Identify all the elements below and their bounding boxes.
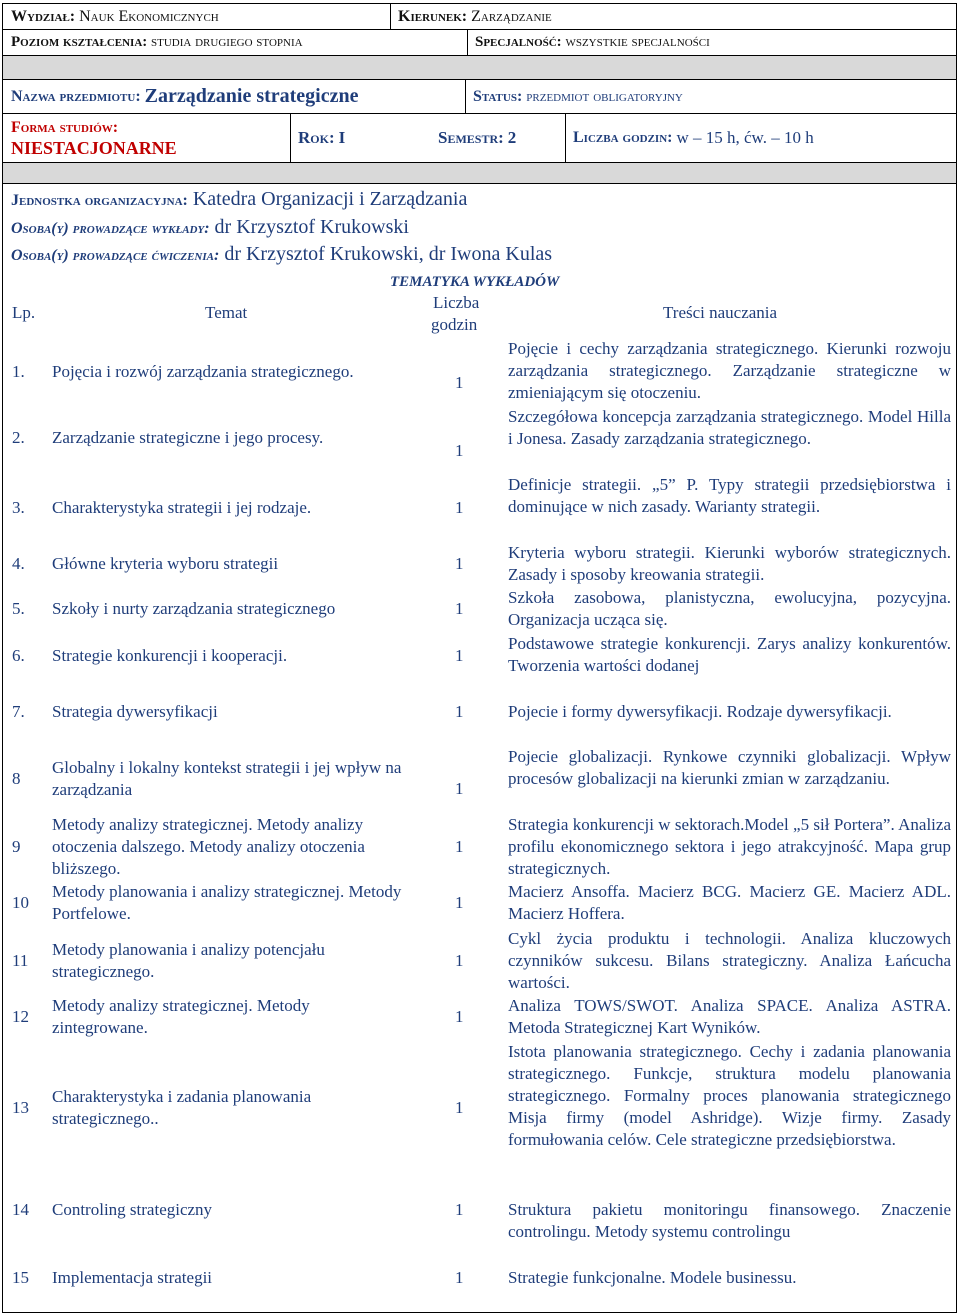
row-3-content: Definicje strategii. „5” P. Typy strategii przedsiębiorstwa i dominujące w nich zasady. Warianty strategii. xyxy=(508,475,951,516)
row-2-content: Szczegółowa koncepcja zarządzania strategicznego. Model Hilla i Jonesa. Zasady zarządzania strategicznego. xyxy=(508,407,951,448)
row-10-hours: 1 xyxy=(455,893,464,912)
row-9-lp: 9 xyxy=(12,837,21,856)
subject-value: Zarządzanie strategiczne xyxy=(144,85,359,107)
row-1-hours: 1 xyxy=(455,373,464,392)
col-lp-header: Lp. xyxy=(12,303,36,322)
row-10-content: Macierz Ansoffa. Macierz BCG. Macierz GE. Macierz ADL. Macierz Hoffera. xyxy=(508,882,951,923)
row-6-topic: Strategie konkurencji i kooperacji. xyxy=(52,646,288,665)
row-8-content: Pojecie globalizacji. Rynkowe czynniki globalizacji. Wpływ procesów globalizacji na kierunki zmian w zarządzaniu. xyxy=(508,747,951,788)
status-value: przedmiot obligatoryjny xyxy=(526,87,683,105)
year-label: Rok: xyxy=(298,128,335,147)
row-10-topic: Metody planowania i analizy strategicznej. Metody Portfelowe. xyxy=(52,882,402,923)
faculty-value: Nauk Ekonomicznych xyxy=(79,7,219,25)
row-3-topic: Charakterystyka strategii i jej rodzaje. xyxy=(52,498,312,517)
row-2-lp: 2. xyxy=(12,428,25,447)
hours-label: Liczba godzin: xyxy=(573,129,673,146)
row-7-hours: 1 xyxy=(455,702,464,721)
field-value: Zarządzanie xyxy=(471,7,552,25)
row-9-content: Strategia konkurencji w sektorach.Model „5 sił Portera”. Analiza profilu ekonomicznego sektora i jego atrakcyjność. Mapa grup strategicznych. xyxy=(508,815,951,878)
row-9-hours: 1 xyxy=(455,837,464,856)
hours-value: w – 15 h, ćw. – 10 h xyxy=(676,128,814,147)
unit-label: Jednostka organizacyjna: xyxy=(11,192,188,209)
row-1-lp: 1. xyxy=(12,362,25,381)
row-15-hours: 1 xyxy=(455,1268,464,1287)
row-8-topic: Globalny i lokalny kontekst strategii i jej wpływ na zarządzania xyxy=(52,758,402,799)
row-11-lp: 11 xyxy=(12,951,29,970)
exercises-value: dr Krzysztof Krukowski, dr Iwona Kulas xyxy=(224,243,553,265)
row-6-content: Podstawowe strategie konkurencji. Zarys analizy konkurentów. Tworzenia wartości dodanej xyxy=(508,634,951,675)
lecturers-value: dr Krzysztof Krukowski xyxy=(214,216,409,238)
study-form-label: Forma studiów: xyxy=(11,119,119,136)
row-13-lp: 13 xyxy=(12,1098,29,1117)
row-5-lp: 5. xyxy=(12,599,25,618)
field-label: Kierunek: xyxy=(398,7,468,25)
row-13-topic: Charakterystyka i zadania planowania strategicznego.. xyxy=(52,1087,312,1128)
lecturers-label: Osoba(y) prowadzące wykłady: xyxy=(11,220,210,237)
study-form-value: NIESTACJONARNE xyxy=(11,138,177,158)
year-value: I xyxy=(338,128,346,147)
row-5-topic: Szkoły i nurty zarządzania strategicznego xyxy=(52,599,336,618)
row-6-hours: 1 xyxy=(455,646,464,665)
row-2-hours: 1 xyxy=(455,441,464,460)
row-4-lp: 4. xyxy=(12,554,25,573)
row-4-content: Kryteria wyboru strategii. Kierunki wyborów strategicznych. Zasady i sposoby kreowania strategii. xyxy=(508,543,951,584)
table-title: TEMATYKA WYKŁADÓW xyxy=(390,274,560,290)
subject-label: Nazwa przedmiotu: xyxy=(11,87,141,105)
status-label: Status: xyxy=(473,87,523,105)
level-label: Poziom kształcenia: xyxy=(11,34,148,50)
exercises-label: Osoba(y) prowadzące ćwiczenia: xyxy=(11,247,220,264)
col-hours-header-2: godzin xyxy=(431,315,478,334)
row-11-hours: 1 xyxy=(455,951,464,970)
row-13-hours: 1 xyxy=(455,1098,464,1117)
row-12-content: Analiza TOWS/SWOT. Analiza SPACE. Analiza ASTRA. Metoda Strategicznej Kart Wyników. xyxy=(508,996,951,1037)
row-5-hours: 1 xyxy=(455,599,464,618)
row-12-lp: 12 xyxy=(12,1007,29,1026)
row-7-lp: 7. xyxy=(12,702,25,721)
semester-label: Semestr: xyxy=(438,128,504,147)
specialty-label: Specjalność: xyxy=(475,34,562,50)
row-14-lp: 14 xyxy=(12,1200,29,1219)
specialty-value: wszystkie specjalności xyxy=(565,34,710,50)
col-content-header: Treści nauczania xyxy=(663,303,778,322)
row-1-topic: Pojęcia i rozwój zarządzania strategicznego. xyxy=(52,362,354,381)
row-8-hours: 1 xyxy=(455,779,464,798)
row-11-content: Cykl życia produktu i technologii. Analiza kluczowych czynników sukcesu. Bilans strategiczny. Analiza Łańcucha wartości. xyxy=(508,929,951,992)
row-6-lp: 6. xyxy=(12,646,25,665)
row-13-content: Istota planowania strategicznego. Cechy i zadania planowania strategicznego. Funkcje, struktura modelu planowania strategicznego. Formalny proces planowania strategicznego Misja firmy (model Ashridge). Wizje firmy. Zasady formułowania celów. Cele strategiczne przedsiębiorstwa. xyxy=(508,1042,951,1149)
level-value: studia drugiego stopnia xyxy=(151,34,303,50)
row-7-content: Pojecie i formy dywersyfikacji. Rodzaje dywersyfikacji. xyxy=(508,702,892,721)
row-12-topic: Metody analizy strategicznej. Metody zintegrowane. xyxy=(52,996,310,1037)
row-8-lp: 8 xyxy=(12,769,21,788)
faculty-label: Wydział: xyxy=(11,7,76,25)
row-3-hours: 1 xyxy=(455,498,464,517)
row-3-lp: 3. xyxy=(12,498,25,517)
row-14-content: Struktura pakietu monitoringu finansowego. Znaczenie controlingu. Metody systemu controlingu xyxy=(508,1200,951,1241)
semester-value: 2 xyxy=(507,128,517,147)
col-hours-header-1: Liczba xyxy=(433,293,480,312)
row-12-hours: 1 xyxy=(455,1007,464,1026)
row-4-hours: 1 xyxy=(455,554,464,573)
row-1-content: Pojęcie i cechy zarządzania strategicznego. Kierunki rozwoju zarządzania strategicznego. Zarządzanie strategiczne w zmieniającym się otoczeniu. xyxy=(508,339,951,402)
row-10-lp: 10 xyxy=(12,893,29,912)
row-15-topic: Implementacja strategii xyxy=(52,1268,213,1287)
row-7-topic: Strategia dywersyfikacji xyxy=(52,702,218,721)
col-topic-header: Temat xyxy=(205,303,248,322)
row-4-topic: Główne kryteria wyboru strategii xyxy=(52,554,279,573)
row-2-topic: Zarządzanie strategiczne i jego procesy. xyxy=(52,428,324,447)
row-14-hours: 1 xyxy=(455,1200,464,1219)
row-5-content: Szkoła zasobowa, planistyczna, ewolucyjna, pozycyjna. Organizacja ucząca się. xyxy=(508,588,951,629)
row-15-lp: 15 xyxy=(12,1268,29,1287)
unit-value: Katedra Organizacji i Zarządzania xyxy=(192,188,468,210)
row-14-topic: Controling strategiczny xyxy=(52,1200,213,1219)
row-9-topic: Metody analizy strategicznej. Metody analizy otoczenia dalszego. Metody analizy otoczenia bliższego. xyxy=(52,815,365,878)
row-11-topic: Metody planowania i analizy potencjału strategicznego. xyxy=(52,940,325,981)
row-15-content: Strategie funkcjonalne. Modele businessu. xyxy=(508,1268,797,1287)
